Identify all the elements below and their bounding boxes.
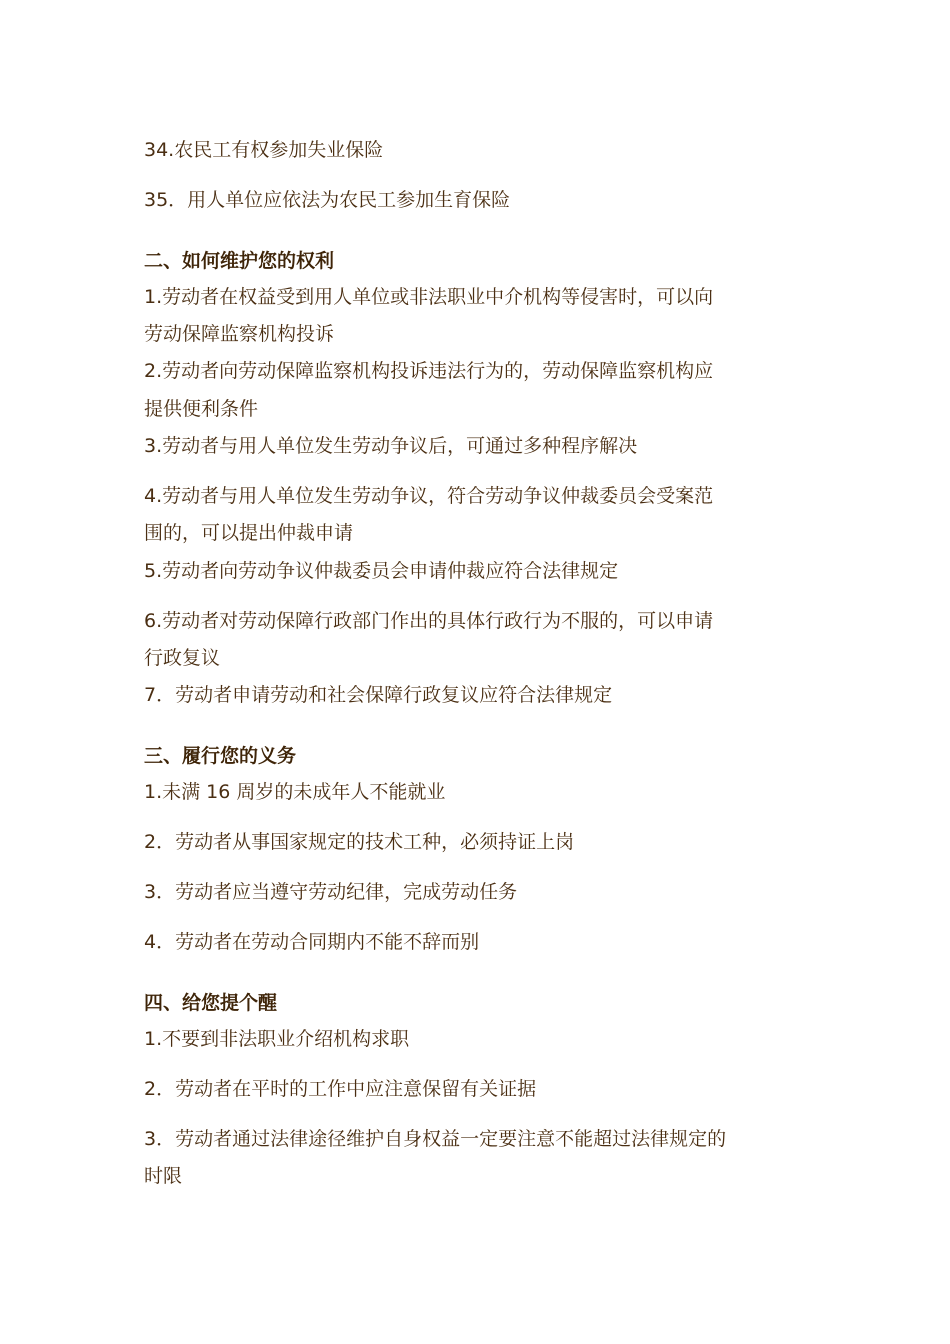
list-item: 35．用人单位应依法为农民工参加生育保险 [144, 189, 511, 211]
list-item: 3.劳动者与用人单位发生劳动争议后，可通过多种程序解决 [144, 435, 638, 457]
list-item: 1.未满 16 周岁的未成年人不能就业 [144, 781, 446, 803]
list-item-continuation: 提供便利条件 [144, 398, 259, 420]
list-item-continuation: 时限 [144, 1165, 183, 1187]
list-item: 1.劳动者在权益受到用人单位或非法职业中介机构等侵害时，可以向 [144, 286, 714, 308]
list-item: 5.劳动者向劳动争议仲裁委员会申请仲裁应符合法律规定 [144, 560, 619, 582]
list-item: 7．劳动者申请劳动和社会保障行政复议应符合法律规定 [144, 684, 613, 706]
list-item: 2．劳动者在平时的工作中应注意保留有关证据 [144, 1078, 537, 1100]
section-heading: 四、给您提个醒 [144, 992, 278, 1014]
list-item: 6.劳动者对劳动保障行政部门作出的具体行政行为不服的，可以申请 [144, 610, 714, 632]
list-item: 3．劳动者应当遵守劳动纪律，完成劳动任务 [144, 881, 518, 903]
list-item: 2.劳动者向劳动保障监察机构投诉违法行为的，劳动保障监察机构应 [144, 360, 714, 382]
section-heading: 三、履行您的义务 [144, 745, 297, 767]
list-item-continuation: 劳动保障监察机构投诉 [144, 323, 335, 345]
list-item-continuation: 行政复议 [144, 647, 221, 669]
section-heading: 二、如何维护您的权利 [144, 250, 335, 272]
list-item: 34.农民工有权参加失业保险 [144, 139, 384, 161]
list-item-continuation: 围的，可以提出仲裁申请 [144, 522, 354, 544]
list-item: 1.不要到非法职业介绍机构求职 [144, 1028, 410, 1050]
list-item: 4．劳动者在劳动合同期内不能不辞而别 [144, 931, 480, 953]
list-item: 3．劳动者通过法律途径维护自身权益一定要注意不能超过法律规定的 [144, 1128, 727, 1150]
list-item: 4.劳动者与用人单位发生劳动争议，符合劳动争议仲裁委员会受案范 [144, 485, 714, 507]
list-item: 2．劳动者从事国家规定的技术工种，必须持证上岗 [144, 831, 575, 853]
